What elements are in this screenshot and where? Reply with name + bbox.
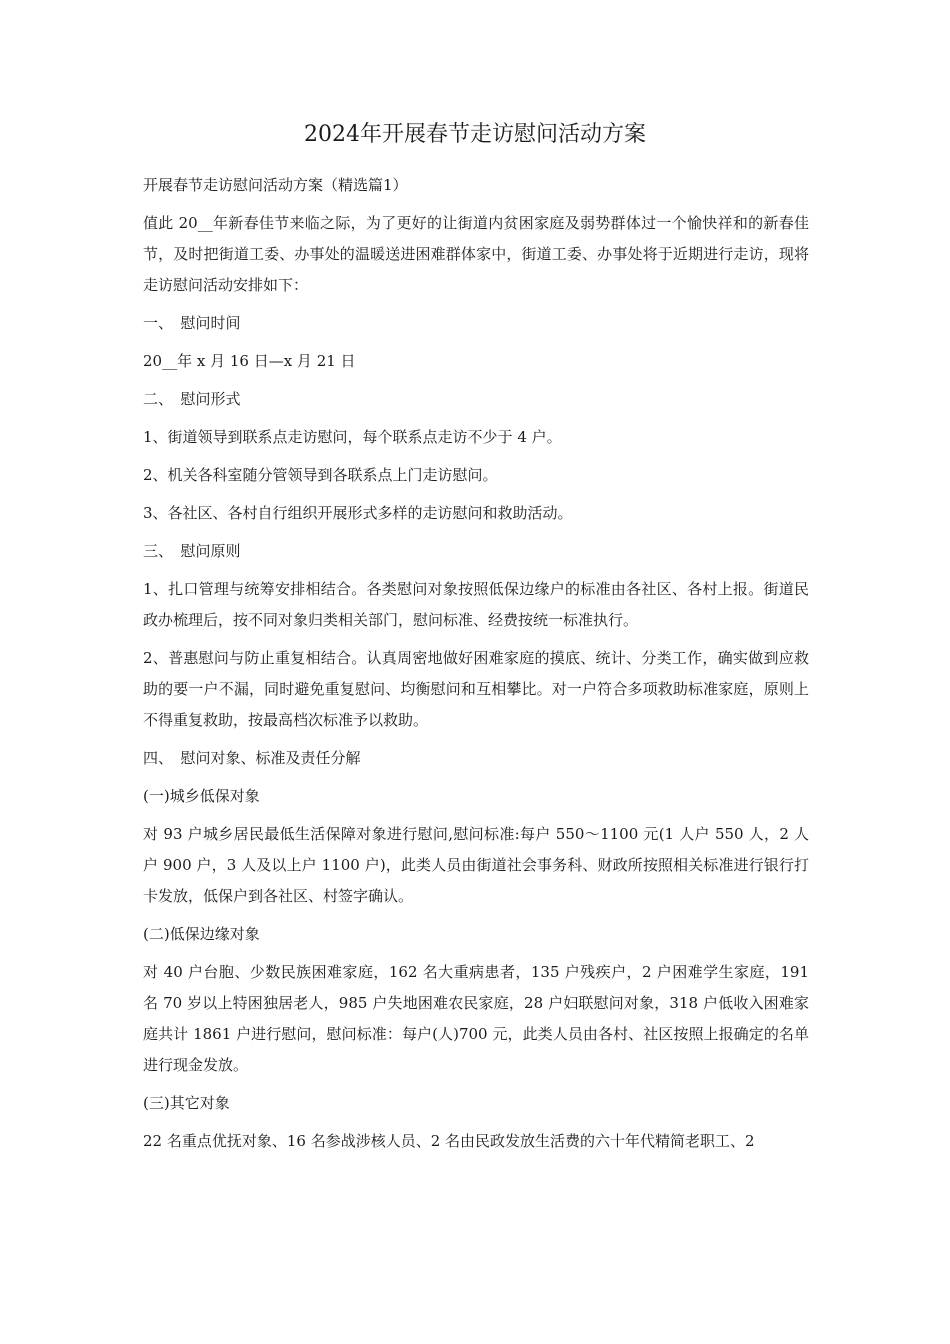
- paragraph-time: 20__年 x 月 16 日—x 月 21 日: [143, 352, 356, 370]
- intro-paragraph: 值此 20__年新春佳节来临之际，为了更好的让街道内贫困家庭及弱势群体过一个愉快祥和的新春佳节，及时把街道工委、办事处的温暖送进困难群体家中，街道工委、办事处将于近期进行走访，现将走访慰问活动安排如下：: [143, 214, 809, 294]
- section-heading-form: 二、 慰问形式: [143, 390, 241, 408]
- section-heading-targets: 四、 慰问对象、标准及责任分解: [143, 749, 361, 767]
- section-heading-time: 一、 慰问时间: [143, 314, 241, 332]
- subheading-other: (三)其它对象: [143, 1094, 230, 1112]
- paragraph-form-1: 1、街道领导到联系点走访慰问，每个联系点走访不少于 4 户。: [143, 428, 562, 446]
- subheading-marginal: (二)低保边缘对象: [143, 925, 260, 943]
- paragraph-form-3: 3、各社区、各村自行组织开展形式多样的走访慰问和救助活动。: [143, 504, 573, 522]
- paragraph-marginal: 对 40 户台胞、少数民族困难家庭，162 名大重病患者，135 户残疾户，2 户困难学生家庭，191 名 70 岁以上特困独居老人，985 户失地困难农民家庭，28 户妇联慰问对象，318 户低收入困难家庭共计 1861 户进行慰问，慰问标准：每户(人)700 元，此类人员由各村、社区按照上报确定的名单进行现金发放。: [143, 963, 809, 1074]
- paragraph-principle-2: 2、普惠慰问与防止重复相结合。认真周密地做好困难家庭的摸底、统计、分类工作，确实做到应救助的要一户不漏，同时避免重复慰问、均衡慰问和互相攀比。对一户符合多项救助标准家庭，原则上不得重复救助，按最高档次标准予以救助。: [143, 649, 809, 729]
- document-title: 2024年开展春节走访慰问活动方案: [304, 122, 646, 147]
- subheading-low-income: (一)城乡低保对象: [143, 787, 260, 805]
- paragraph-form-2: 2、机关各科室随分管领导到各联系点上门走访慰问。: [143, 466, 498, 484]
- paragraph-principle-1: 1、扎口管理与统筹安排相结合。各类慰问对象按照低保边缘户的标准由各社区、各村上报。街道民政办梳理后，按不同对象归类相关部门，慰问标准、经费按统一标准执行。: [143, 580, 809, 629]
- section-heading-principle: 三、 慰问原则: [143, 542, 241, 560]
- subtitle: 开展春节走访慰问活动方案（精选篇1）: [143, 176, 408, 194]
- paragraph-low-income: 对 93 户城乡居民最低生活保障对象进行慰问,慰问标准:每户 550～1100 元(1 人户 550 人，2 人户 900 户，3 人及以上户 1100 户)，此类人员由街道社会事务科、财政所按照相关标准进行银行打卡发放，低保户到各社区、村签字确认。: [143, 825, 809, 905]
- document-body: [143, 170, 809, 1164]
- paragraph-other: 22 名重点优抚对象、16 名参战涉核人员、2 名由民政发放生活费的六十年代精简老职工、2: [143, 1132, 755, 1150]
